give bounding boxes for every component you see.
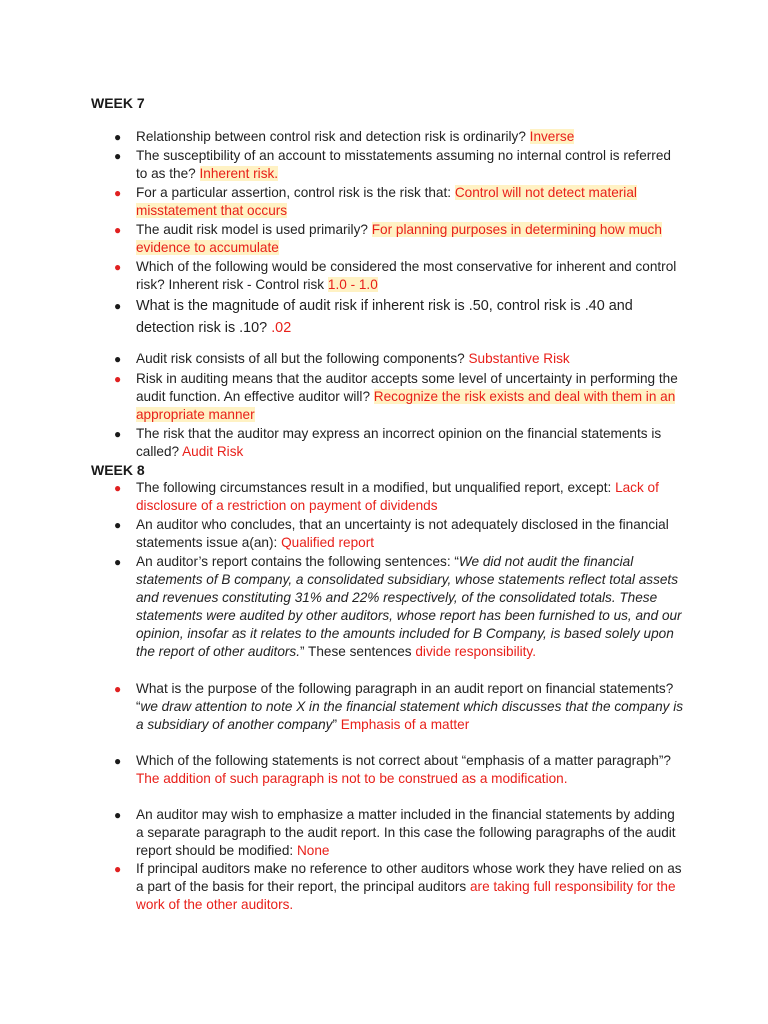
bullet-icon: ●: [114, 130, 122, 144]
bullet-icon: ●: [114, 754, 122, 768]
bullet-icon: ●: [114, 223, 122, 237]
bullet-icon: ●: [114, 352, 122, 366]
list-item: ● Which of the following statements is not correct about “emphasis of a matter paragraph”? The addition of such paragraph is not to be construed as a modification.: [114, 753, 671, 786]
bullet-icon: ●: [114, 518, 122, 532]
week-7-heading: WEEK 7: [91, 95, 145, 111]
bullet-icon: ●: [114, 186, 122, 200]
bullet-icon: ●: [114, 682, 122, 696]
quoted-passage: we draw attention to note X in the financial statement which discusses that the company is a subsidiary of another company: [136, 699, 684, 732]
answer: divide responsibility.: [415, 644, 536, 659]
answer: For planning purposes in determining how much evidence to accumulate: [136, 222, 662, 255]
list-item: ● If principal auditors make no reference to other auditors whose work they have relied on as a part of the basis for their report, the principal auditors are taking full responsibility for the work of the other auditors.: [114, 861, 682, 912]
bullet-icon: ●: [114, 260, 122, 274]
answer: Emphasis of a matter: [340, 717, 470, 732]
list-item: ● Relationship between control risk and detection risk is ordinarily? Inverse: [114, 129, 575, 144]
week-8-heading: WEEK 8: [91, 462, 145, 478]
answer: .02: [271, 320, 292, 336]
answer: None: [296, 843, 330, 858]
answer: Recognize the risk exists and deal with them in an appropriate manner: [136, 389, 676, 422]
answer: Lack of disclosure of a restriction on payment of dividends: [136, 480, 659, 513]
list-item: ● Audit risk consists of all but the following components? Substantive Risk: [114, 351, 570, 366]
quoted-passage: We did not audit the financial statements of B company, a consolidated subsidiary, whose statements reflect total assets and revenues constituting 31% and 22% respectively, of the consolidated totals. These statements were audited by other auditors, whose report has been furnished to us, and our opinion, insofar as it relates to the amounts included for B Company, is based solely upon the report of other auditors.: [136, 554, 682, 659]
list-item: ● The susceptibility of an account to misstatements assuming no internal control is referred to as the? Inherent risk.: [114, 148, 671, 181]
answer: Inherent risk.: [199, 166, 279, 181]
answer: Qualified report: [281, 535, 375, 550]
list-item: ● What is the magnitude of audit risk if inherent risk is .50, control risk is .40 and detection risk is .10? .02: [136, 295, 684, 339]
list-item: ● The following circumstances result in a modified, but unqualified report, except: Lack of disclosure of a restriction on payment of dividends: [114, 480, 659, 513]
bullet-icon: ●: [114, 555, 122, 569]
answer: 1.0 - 1.0: [327, 277, 378, 292]
list-item: ● The risk that the auditor may express an incorrect opinion on the financial statements is called? Audit Risk: [114, 426, 662, 459]
list-item: ● The audit risk model is used primarily? For planning purposes in determining how much evidence to accumulate: [114, 222, 662, 255]
answer: are taking full responsibility for the work of the other auditors.: [136, 879, 676, 912]
list-item: ● Risk in auditing means that the auditor accepts some level of uncertainty in performing the audit function. An effective auditor will? Recognize the risk exists and deal with them in an appropriate manner: [114, 371, 678, 422]
list-item: ● Which of the following would be considered the most conservative for inherent and control risk? Inherent risk - Control risk 1.0 - 1.0: [114, 259, 677, 292]
list-item: ● What is the purpose of the following paragraph in an audit report on financial statements? “we draw attention to note X in the financial statement which discusses that the company is a subsidiary of another company” Emphasis of a matter: [114, 681, 684, 732]
bullet-icon: ●: [114, 427, 122, 441]
answer: Audit Risk: [182, 444, 244, 459]
bullet-icon: ●: [114, 149, 122, 163]
answer: Substantive Risk: [468, 351, 570, 366]
list-item: ● An auditor who concludes, that an uncertainty is not adequately disclosed in the financial statements issue a(an): Qualified report: [114, 517, 669, 550]
list-item: ● An auditor’s report contains the following sentences: “We did not audit the financial statements of B company, a consolidated subsidiary, whose statements reflect total assets and revenues constituting 31% and 22% respectively, of the consolidated totals. These statements were audited by other auditors, whose report has been furnished to us, and our opinion, insofar as it relates to the amounts included for B Company, is based solely upon the report of other auditors.” These sentences divide responsibility.: [114, 554, 682, 659]
answer: Control will not detect material misstatement that occurs: [136, 185, 637, 218]
list-item: ● For a particular assertion, control risk is the risk that: Control will not detect material misstatement that occurs: [114, 185, 637, 218]
answer: Inverse: [529, 129, 575, 144]
list-item: ● An auditor may wish to emphasize a matter included in the financial statements by adding a separate paragraph to the audit report. In this case the following paragraphs of the audit report should be modified: None: [114, 807, 676, 858]
bullet-icon: ●: [114, 372, 122, 386]
bullet-icon: ●: [114, 862, 122, 876]
answer: The addition of such paragraph is not to be construed as a modification.: [136, 771, 568, 786]
bullet-icon: ●: [114, 808, 122, 822]
bullet-icon: ●: [114, 299, 122, 313]
bullet-icon: ●: [114, 481, 122, 495]
